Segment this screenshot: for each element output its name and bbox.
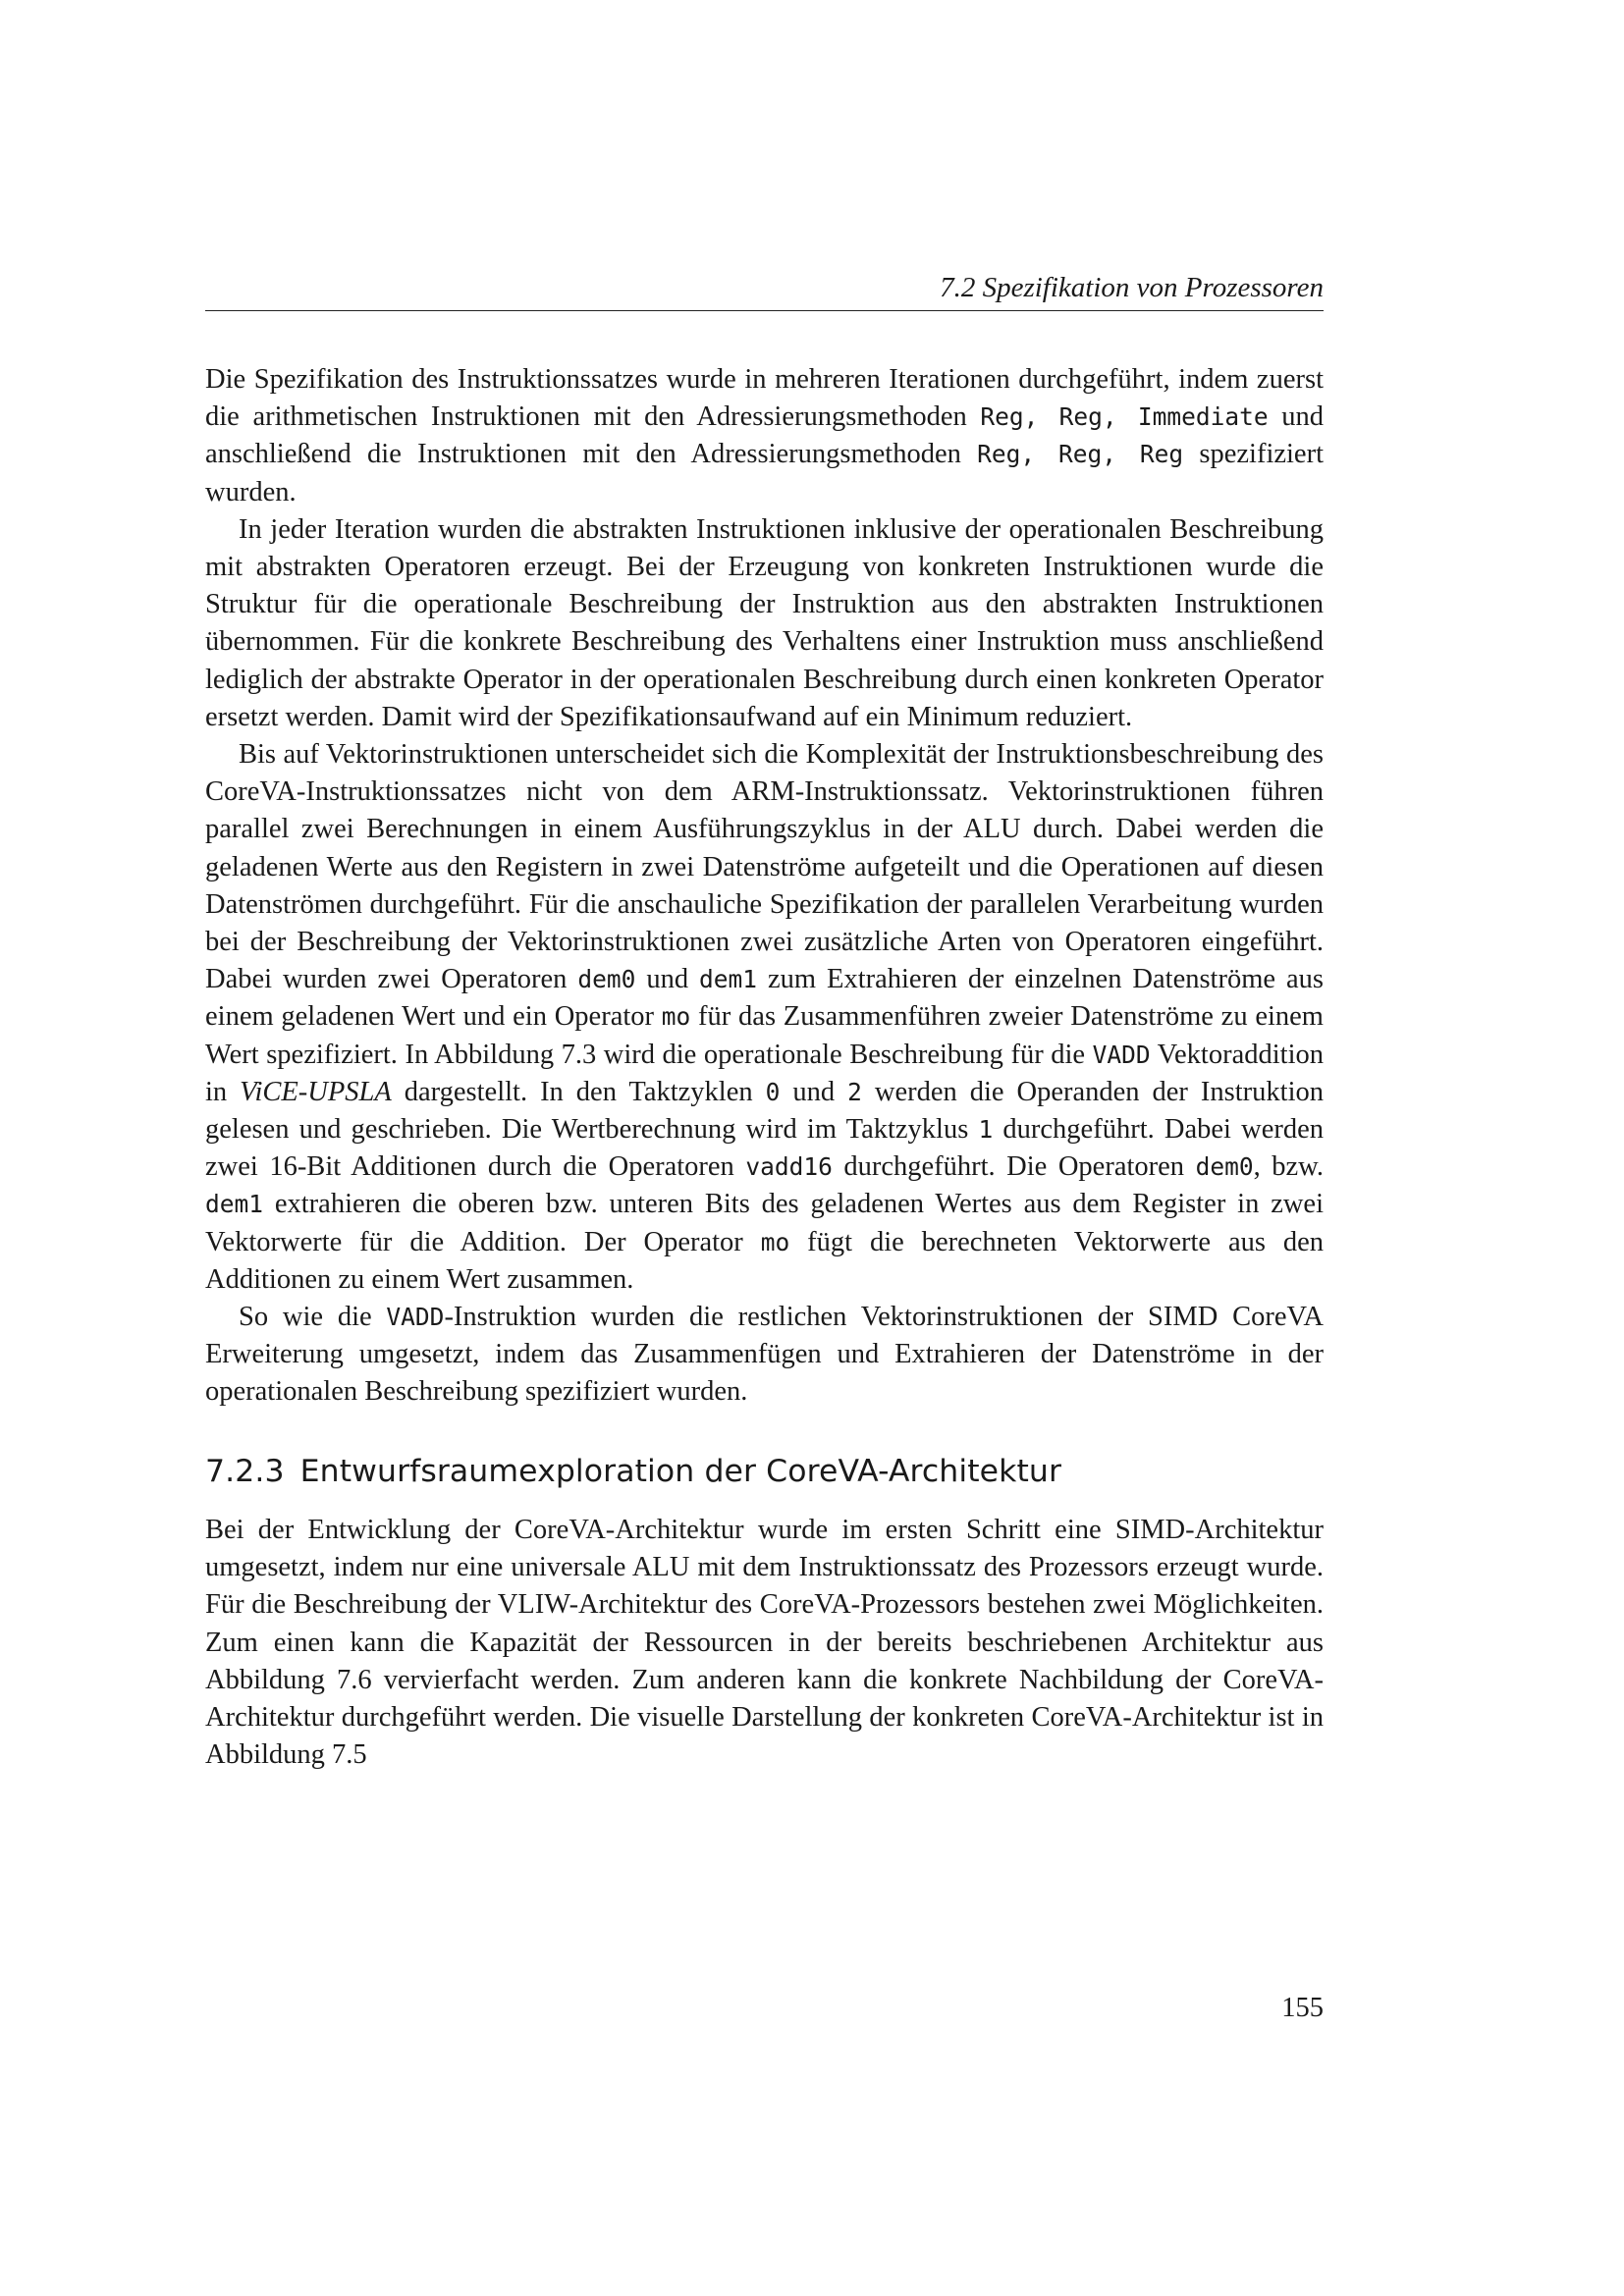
text-span: und anschließend die Instruktionen mit den Adressierungsmethoden (205, 401, 1325, 470)
code-span: vadd16 (745, 1152, 833, 1182)
section-heading (205, 1453, 1324, 1490)
running-header (205, 267, 1324, 311)
code-span: 0 (765, 1077, 781, 1106)
text-span: und (635, 964, 700, 995)
paragraph-2: In jeder Iteration wurden die abstrakten Instruktionen inklusive der operationalen Beschreibung mit abstrakten Operatoren erzeugt. Bei der Erzeugung von konkreten Instruktionen wurde die Struktur für die operationale Beschreibung der Instruktion aus den abstrakten Instruktionen übernommen. Für die konkrete Beschreibung des Verhaltens einer Instruktion muss anschließend lediglich der abstrakte Operator in der operationalen Beschreibung durch einen konkreten Operator ersetzt werden. Damit wird der Spezifikationsaufwand auf ein Minimum reduziert. (205, 513, 1324, 732)
header-title: 7.2 Spezifikation von Prozessoren (940, 272, 1324, 303)
text-span: extrahieren die oberen bzw. unteren Bits des geladenen Wertes aus dem Register in zwei Vektorwerte für die Addition. Der Operator (205, 1189, 1324, 1257)
section-title: Entwurfsraumexploration der CoreVA-Architektur (299, 1453, 1062, 1489)
code-span: mo (661, 1002, 691, 1032)
text-span: fügt die berechneten Vektorwerte aus den Additionen zu einem Wert zusammen. (205, 1226, 1325, 1295)
text-span: Vektoraddition in (205, 1039, 1324, 1107)
paragraph-5: Bei der Entwicklung der CoreVA-Architektur wurde im ersten Schritt eine SIMD-Architektur umgesetzt, indem nur eine universale ALU mit dem Instruktionssatz des Prozessors erzeugt wurde. Für die Beschreibung der VLIW-Architektur des CoreVA-Prozessors bestehen zwei Möglichkeiten. Zum einen kann die Kapazität der Ressourcen in der bereits beschriebenen Architektur aus Abbildung 7.6 vervierfacht werden. Zum anderen kann die konkrete Nachbildung der CoreVA-Architektur durchgeführt werden. Die visuelle Darstellung der konkreten CoreVA-Architektur ist in Abbildung 7.5 (205, 1514, 1324, 1771)
text-span: dargestellt. In den Taktzyklen (391, 1076, 766, 1107)
code-span: dem1 (699, 965, 758, 994)
code-span: Reg, Reg, Reg (977, 440, 1184, 469)
code-span: VADD (386, 1303, 445, 1332)
body-text (205, 361, 1324, 1774)
code-span: dem1 (205, 1190, 264, 1219)
paragraph-3 (205, 736, 1324, 1299)
tool-name: ViCE-UPSLA (240, 1076, 392, 1107)
paragraph-1 (205, 361, 1324, 511)
code-span: mo (760, 1227, 790, 1256)
text-span: werden die Operanden der Instruktion gelesen und geschrieben. Die Wertberechnung wird im Taktzyklus (205, 1076, 1324, 1146)
text-span: durchgeführt. Die Operatoren (832, 1151, 1196, 1183)
text-span: durchgeführt. Dabei werden zwei 16-Bit Additionen durch die Operatoren (205, 1114, 1324, 1183)
section-number: 7.2.3 (205, 1453, 285, 1489)
page-number: 155 (1281, 1993, 1324, 2023)
code-span: 2 (847, 1077, 862, 1106)
text-span: Die Spezifikation des Instruktionssatzes wurde in mehreren Iterationen durchgeführt, indem zuerst die arithmetischen Instruktionen mit den Adressierungsmethoden (205, 364, 1324, 433)
text-span: , bzw. (1253, 1151, 1324, 1183)
text-span: So wie die (239, 1302, 387, 1333)
text-span: Bis auf Vektorinstruktionen unterscheidet sich die Komplexität der Instruktionsbeschreibung des CoreVA-Instruktionssatzes nicht von dem ARM-Instruktionssatz. Vektorinstruktionen führen parallel zwei Berechnungen in einem Ausführungszyklus in der ALU durch. Dabei werden die geladenen Werte aus den Registern in zwei Datenströme aufgeteilt und die Operationen auf diesen Datenströmen durchgeführt. Für die anschauliche Spezifikation der parallelen Verarbeitung wurden bei der Beschreibung der Vektorinstruktionen zwei zusätzliche Arten von Operatoren eingeführt. Dabei wurden zwei Operatoren (205, 739, 1324, 995)
code-span: Reg, Reg, Immediate (980, 402, 1269, 432)
paragraph-4 (205, 1299, 1324, 1412)
text-span: für das Zusammenführen zweier Datenströme zu einem Wert spezifiziert. In Abbildung 7.3 wird die operationale Beschreibung für die (205, 1001, 1324, 1070)
code-span: 1 (978, 1115, 994, 1145)
text-span: -Instruktion wurden die restlichen Vektorinstruktionen der SIMD CoreVA Erweiterung umgesetzt, indem das Zusammenfügen und Extrahieren der Datenströme in der operationalen Beschreibung spezifiziert wurden. (205, 1302, 1324, 1408)
code-span: dem0 (577, 965, 636, 994)
text-span: spezifiziert wurden. (205, 439, 1324, 507)
code-span: dem0 (1195, 1152, 1254, 1182)
text-span: und (780, 1076, 848, 1107)
text-span: zum Extrahieren der einzelnen Datenströme aus einem geladenen Wert und ein Operator (205, 964, 1324, 1033)
code-span: VADD (1092, 1040, 1151, 1069)
